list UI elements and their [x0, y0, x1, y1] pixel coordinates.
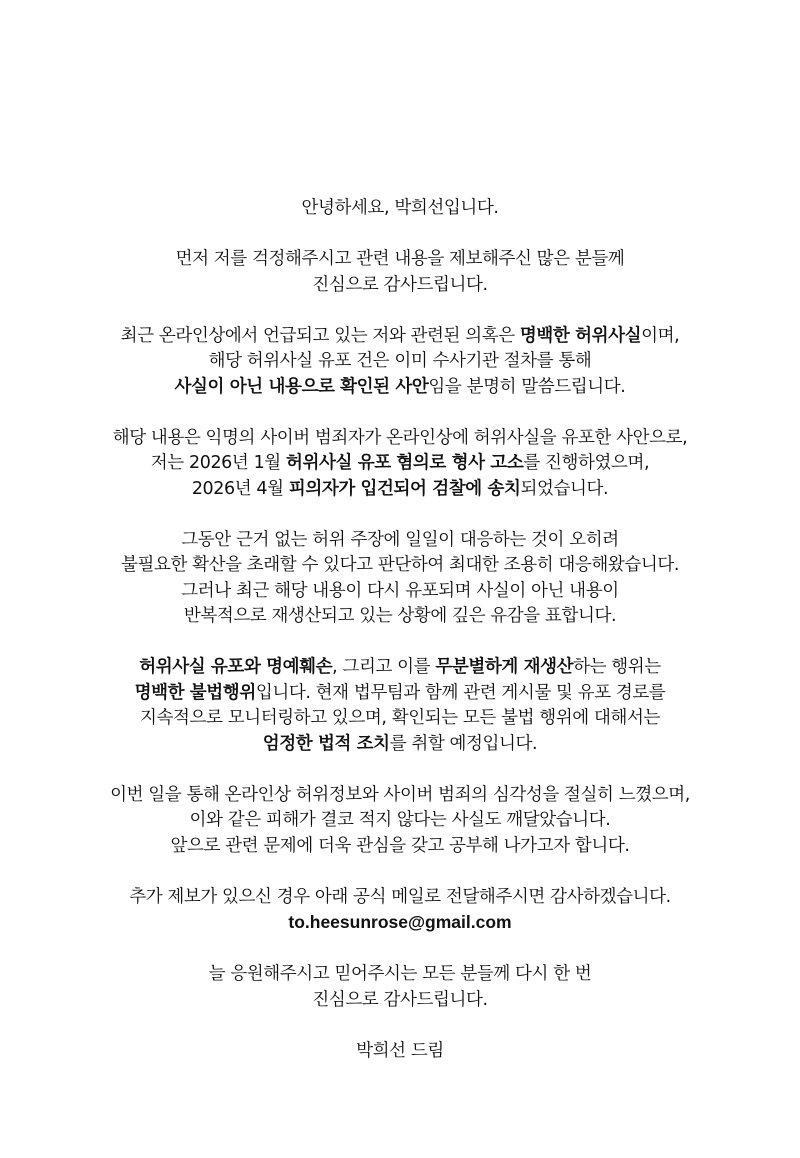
statement-text: 해당 내용은 익명의 사이버 범죄자가 온라인상에 허위사실을 유포한 사안으로, [112, 427, 688, 448]
statement-line [0, 426, 800, 452]
statement-text: 반복적으로 재생산되고 있는 상황에 깊은 유감을 표합니다. [183, 606, 617, 626]
statement-text: 안녕하세요, 박희선입니다. [301, 198, 499, 218]
statement-line [0, 808, 800, 834]
statement-line [0, 910, 800, 937]
statement-line [0, 553, 800, 579]
statement-text: 먼저 저를 걱정해주시고 관련 내용을 제보해주신 많은 분들께 [175, 249, 625, 269]
emphasized-text: 명백한 허위사실 [519, 325, 642, 346]
statement-text: 진심으로 감사드립니다. [312, 274, 488, 295]
statement-paragraph [0, 885, 800, 937]
statement-line [0, 196, 800, 222]
statement-text: 앞으로 관련 문제에 더욱 관심을 갖고 공부해 나가고자 합니다. [170, 835, 630, 856]
statement-line [0, 451, 800, 477]
statement-line [0, 885, 800, 911]
statement-document [0, 196, 800, 1090]
statement-line [0, 579, 800, 605]
emphasized-text: 무분별하게 재생산 [435, 657, 574, 677]
statement-text: 그동안 근거 없는 허위 주장에 일일이 대응하는 것이 오히려 [181, 529, 619, 550]
statement-line [0, 988, 800, 1014]
statement-line [0, 247, 800, 273]
statement-paragraph [0, 1039, 800, 1065]
statement-text: 진심으로 감사드립니다. [312, 989, 488, 1010]
contact-email-link[interactable]: to.heesunrose@gmail.com [288, 912, 512, 932]
emphasized-text: 허위사실 유포와 명예훼손 [139, 657, 333, 677]
statement-line [0, 655, 800, 681]
statement-paragraph [0, 324, 800, 401]
statement-line [0, 681, 800, 707]
statement-text: 임을 분명히 말씀드립니다. [428, 376, 626, 397]
statement-text: 이번 일을 통해 온라인상 허위정보와 사이버 범죄의 심각성을 절실히 느꼈으며, [110, 784, 690, 805]
statement-text: 2026년 4월 [191, 478, 289, 499]
statement-line [0, 273, 800, 299]
statement-text: 입니다. 현재 법무팀과 함께 관련 게시물 및 유포 경로를 [255, 682, 666, 703]
statement-line [0, 783, 800, 809]
emphasized-text: 피의자가 입건되어 검찰에 송치 [288, 478, 521, 499]
statement-paragraph [0, 196, 800, 222]
statement-line [0, 834, 800, 860]
statement-line [0, 1039, 800, 1065]
statement-text: , 그리고 이를 [332, 657, 436, 677]
statement-text: 하는 행위는 [573, 657, 661, 677]
statement-text: 그러나 최근 해당 내용이 다시 유포되며 사실이 아닌 내용이 [181, 580, 619, 601]
statement-line [0, 349, 800, 375]
statement-line [0, 604, 800, 630]
statement-text: 를 취할 예정입니다. [389, 733, 538, 754]
statement-text: 최근 온라인상에서 언급되고 있는 저와 관련된 의혹은 [120, 325, 520, 346]
statement-text: 지속적으로 모니터링하고 있으며, 확인되는 모든 불법 행위에 대해서는 [140, 708, 660, 728]
statement-text: 이와 같은 피해가 결코 적지 않다는 사실도 깨달았습니다. [189, 810, 611, 830]
statement-line [0, 375, 800, 401]
statement-paragraph [0, 655, 800, 757]
statement-text: 저는 2026년 1월 [150, 453, 286, 473]
statement-text: 이며, [641, 325, 680, 346]
statement-line [0, 732, 800, 758]
statement-body [0, 196, 800, 1064]
statement-paragraph [0, 783, 800, 860]
statement-text: 해당 허위사실 유포 건은 이미 수사기관 절차를 통해 [208, 351, 592, 371]
emphasized-text: 허위사실 유포 혐의로 형사 고소 [285, 453, 524, 473]
statement-paragraph [0, 426, 800, 503]
statement-paragraph [0, 247, 800, 298]
statement-text: 추가 제보가 있으신 경우 아래 공식 메일로 전달해주시면 감사하겠습니다. [129, 886, 671, 907]
emphasized-text: 사실이 아닌 내용으로 확인된 사안 [174, 376, 429, 397]
emphasized-text: 명백한 불법행위 [134, 682, 256, 703]
statement-line [0, 324, 800, 350]
statement-line [0, 528, 800, 554]
statement-paragraph [0, 962, 800, 1013]
statement-line [0, 706, 800, 732]
statement-text: 되었습니다. [520, 478, 609, 499]
statement-paragraph [0, 528, 800, 630]
statement-line [0, 962, 800, 988]
statement-text: 를 진행하였으며, [523, 453, 650, 473]
statement-line [0, 477, 800, 503]
statement-text: 불필요한 확산을 초래할 수 있다고 판단하여 최대한 조용히 대응해왔습니다. [120, 555, 680, 575]
statement-text: 늘 응원해주시고 믿어주시는 모든 분들께 다시 한 번 [208, 964, 592, 984]
emphasized-text: 엄정한 법적 조치 [262, 733, 390, 754]
statement-text: 박희선 드림 [356, 1040, 444, 1061]
